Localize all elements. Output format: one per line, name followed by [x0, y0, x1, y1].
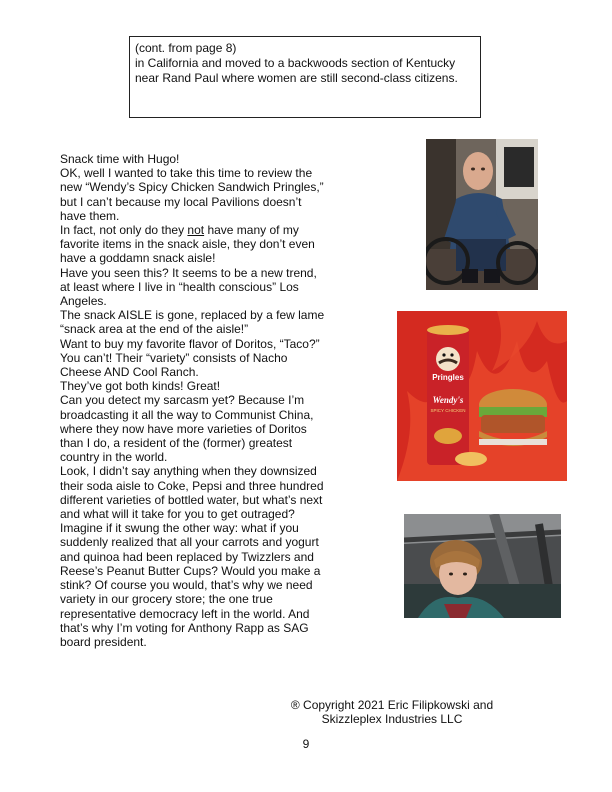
copyright-line: ® Copyright 2021 Eric Filipkowski and	[290, 698, 494, 712]
boy-under-vehicle-photo	[404, 514, 561, 618]
underlined-word: not	[187, 223, 205, 238]
pringles-logo: Pringles	[432, 373, 464, 382]
can-flavor-text: SPICY CHICKEN	[430, 408, 466, 413]
copyright-line: Skizzleplex Industries LLC	[321, 712, 463, 726]
pringles-sandwich-photo	[397, 311, 567, 481]
article-paragraph: Can you detect my sarcasm yet? Because I’m broadcasting it all the way to Communist China, where they now have more varieties of Doritos than I do, a resident of the (former) greatest country in the world.	[60, 393, 314, 465]
continued-label: (cont. from page 8)	[135, 41, 237, 55]
page-number: 9	[302, 737, 310, 751]
article-paragraph: Look, I didn’t say anything when they downsized their soda aisle to Coke, Pepsi and three hundred different varieties of bottled water, but what’s next and what will it take for you to get outraged?	[60, 464, 324, 522]
article-paragraph: Imagine if it swung the other way: what if you suddenly realized that all your carrots and yogurt and quinoa had been replaced by Twizzlers and Reese’s Peanut Butter Cups? Would you make a stink? Of course you would, that’s why we need variety in our grocery store; the one true representative democracy left in the world. And that’s why I’m voting for Anthony Rapp as SAG board president.	[60, 521, 321, 649]
article-heading: Snack time with Hugo!	[60, 152, 180, 166]
text-run: In fact, not only do they	[60, 223, 188, 238]
article-paragraph: Have you seen this? It seems to be a new trend, at least where I live in “health conscious” Los Angeles.	[60, 265, 317, 309]
article-paragraph	[60, 223, 325, 266]
article-body	[60, 152, 325, 649]
continued-text: in California and moved to a backwoods section of Kentucky near Rand Paul where women are still second-class citizens.	[135, 56, 458, 85]
continued-box	[129, 36, 481, 118]
wendys-logo: Wendy's	[432, 395, 464, 405]
article-paragraph: OK, well I wanted to take this time to review the new “Wendy’s Spicy Chicken Sandwich Pringles,” but I can’t because my local Pavilions doesn’t have them.	[60, 166, 324, 223]
copyright-notice	[272, 698, 512, 726]
text-run: have many of my favorite items in the snack aisle, they don’t even have a goddamn snack aisle!	[60, 223, 315, 266]
article-paragraph: The snack AISLE is gone, replaced by a few lame “snack area at the end of the aisle!”	[60, 308, 325, 337]
article-paragraph: Want to buy my favorite flavor of Doritos, “Taco?” You can’t! Their “variety” consists of Nacho Cheese AND Cool Ranch.	[60, 336, 320, 380]
article-paragraph: They’ve got both kinds! Great!	[60, 379, 221, 394]
wheelchair-photo	[426, 139, 538, 290]
